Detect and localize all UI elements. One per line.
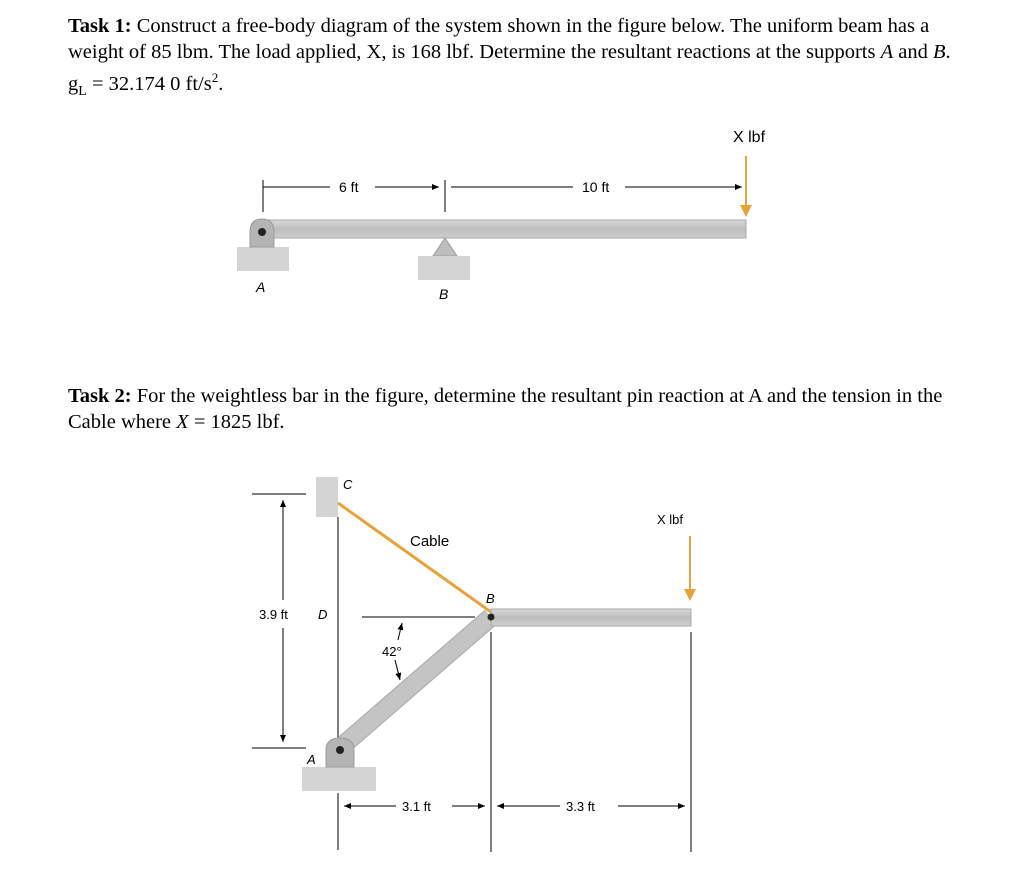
task1-support-a: A: [880, 41, 894, 63]
fig2-support-a-base: [302, 767, 376, 791]
fig1-support-b-base: [418, 256, 470, 280]
fig2-label-d: D: [318, 607, 328, 622]
fig2-wall-c: [316, 477, 338, 517]
task1-g-sub: L: [78, 83, 87, 99]
figure1: [237, 129, 766, 302]
fig1-label-a: A: [256, 279, 266, 295]
fig1-pin-a: [258, 228, 266, 236]
fig2-load-arrowhead: [684, 589, 696, 601]
task1-sup: 2: [211, 70, 219, 85]
fig2-angle-label: 42°: [382, 644, 402, 659]
fig1-dim-6ft: 6 ft: [339, 179, 359, 195]
figure2: [252, 477, 696, 852]
fig1-support-a-base: [237, 247, 289, 271]
fig2-dim-33-label: 3.3 ft: [566, 799, 595, 814]
fig2-cable-label: Cable: [410, 533, 450, 550]
fig2-label-c: C: [343, 477, 353, 492]
fig1-support-b-triangle: [433, 238, 457, 256]
fig2-label-b: B: [486, 591, 495, 606]
fig2-pin-a: [336, 746, 344, 754]
fig2-angle-arrow-up: [398, 623, 402, 640]
task1-text-c: = 32.174 0 ft/s: [86, 72, 212, 95]
fig2-joint-b: [488, 614, 495, 621]
fig1-label-b: B: [439, 286, 449, 302]
task2-label: Task 2:: [68, 385, 132, 407]
task1-support-b: B: [933, 41, 946, 63]
fig2-label-a: A: [307, 752, 316, 767]
fig1-beam: [262, 220, 746, 238]
task1-label: Task 1:: [68, 15, 132, 37]
task2-text-a: For the weightless bar in the figure, determine the resultant pin reaction at A and the tension in the Cable where: [68, 385, 943, 433]
fig2-cable: [338, 503, 491, 612]
fig2-inclined-bar: [341, 617, 491, 747]
fig2-horizontal-bar: [491, 609, 691, 626]
fig1-load-label: X lbf: [733, 129, 766, 146]
fig2-angle-arrow-down: [395, 660, 400, 680]
fig2-dim-31-label: 3.1 ft: [402, 799, 431, 814]
task2-var: X: [176, 411, 189, 433]
task1-text-a: Construct a free-body diagram of the system shown in the figure below. The uniform beam has a weight of 85 lbm. The load applied, X, is 168 lbf. Determine the resultant reactions at the supports: [68, 15, 930, 63]
fig1-load-arrowhead: [740, 205, 752, 217]
task2-text-b: = 1825 lbf.: [188, 411, 285, 433]
fig1-dim-10ft: 10 ft: [582, 179, 610, 195]
task1-text-b: . g: [68, 41, 951, 95]
task1-and: and: [893, 41, 933, 63]
fig2-load-label: X lbf: [657, 512, 684, 527]
fig2-height-label: 3.9 ft: [259, 607, 288, 622]
task1-text-d: .: [218, 72, 224, 95]
